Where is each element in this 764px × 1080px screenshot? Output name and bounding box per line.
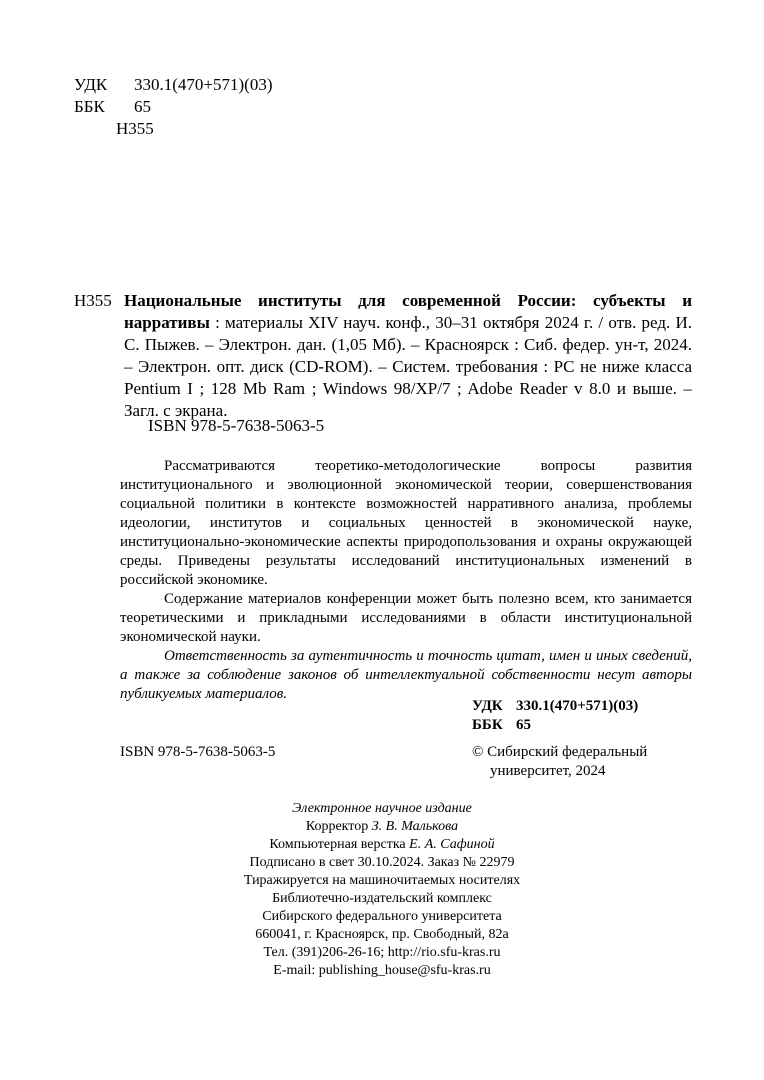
address-line: 660041, г. Красноярск, пр. Свободный, 82а xyxy=(255,927,509,942)
university-line: Сибирского федерального университета xyxy=(262,909,502,924)
abstract-paragraph-2: Содержание материалов конференции может быть полезно всем, кто занимается теоретическими и прикладными исследованиями в области институциональной экономической науки. xyxy=(120,591,692,645)
abstract-disclaimer: Ответственность за аутентичность и точность цитат, имен и иных сведений, а также за соблюдение законов об интеллектуальной собственности несут авторы публикуемых материалов. xyxy=(120,648,692,702)
phone-line: Тел. (391)206-26-16; http://rio.sfu-kras.ru xyxy=(263,945,501,960)
bbk-label-2: ББК xyxy=(472,717,503,733)
udk-value: 330.1(470+571)(03) xyxy=(134,75,273,94)
layout-name: Е. А. Сафиной xyxy=(409,837,495,852)
email-line: E-mail: publishing_house@sfu-kras.ru xyxy=(273,963,491,978)
author-mark: Н355 xyxy=(116,119,154,138)
bbk-value-2: 65 xyxy=(516,717,531,733)
layout-line xyxy=(0,836,764,854)
corrector-label: Корректор xyxy=(305,819,372,834)
isbn-bottom: ISBN 978-5-7638-5063-5 xyxy=(120,744,276,760)
udk-label-2: УДК xyxy=(472,698,503,714)
udk-label: УДК xyxy=(74,75,108,94)
copyright xyxy=(472,743,647,781)
corrector-name: З. В. Малькова xyxy=(371,819,459,834)
layout-label: Компьютерная верстка xyxy=(269,837,410,852)
copyright-line-1: © Сибирский федеральный xyxy=(472,744,648,760)
edition-type xyxy=(0,800,764,818)
bbk-row xyxy=(74,96,272,118)
classification-codes-block xyxy=(472,697,638,735)
corrector-line xyxy=(0,818,764,836)
complex-line: Библиотечно-издательский комплекс xyxy=(272,891,492,906)
abstract xyxy=(120,457,692,704)
signed-line: Подписано в свет 30.10.2024. Заказ № 22979 xyxy=(249,855,515,870)
isbn-top: ISBN 978-5-7638-5063-5 xyxy=(148,416,325,435)
biblio-author-mark: Н355 xyxy=(74,291,112,310)
biblio-title: Национальные институты для современной России: субъекты и нарративы xyxy=(124,291,692,332)
bbk-value: 65 xyxy=(134,97,151,116)
bbk-row-2 xyxy=(472,716,638,735)
edition-type-text: Электронное научное издание xyxy=(292,801,472,816)
top-classification-codes xyxy=(74,74,272,140)
abstract-paragraph-1: Рассматриваются теоретико-методологические вопросы развития институционального и эволюционной экономической теории, совершенствования социальной политики в контексте возможностей нарративного анализа, проблемы идеологии, институтов и социальных ценностей в экономической науке, институционально-экономические аспекты природопользования и охраны окружающей среды. Приведены результаты исследований институциональных изменений в российской экономике. xyxy=(120,458,692,588)
distribution-line: Тиражируется на машиночитаемых носителях xyxy=(243,873,521,888)
imprint xyxy=(0,800,764,980)
udk-row-2 xyxy=(472,697,638,716)
biblio-details: : материалы XIV науч. конф., 30–31 октября 2024 г. / отв. ред. И. С. Пыжев. – Электрон. дан. (1,05 Мб). – Красноярск : Сиб. федер. ун-т, 2024. – Электрон. опт. диск (CD-ROM). – Систем. требования : PC не ниже класса Pentium I ; 128 Mb Ram ; Windows 98/XP/7 ; Adobe Reader v 8.0 и выше. – Загл. с экрана. xyxy=(124,313,692,420)
copyright-line-2: университет, 2024 xyxy=(490,763,606,779)
bbk-label: ББК xyxy=(74,97,105,116)
biblio-description xyxy=(124,290,692,422)
udk-row xyxy=(74,74,272,96)
bibliographic-record xyxy=(74,290,692,422)
udk-value-2: 330.1(470+571)(03) xyxy=(516,698,639,714)
